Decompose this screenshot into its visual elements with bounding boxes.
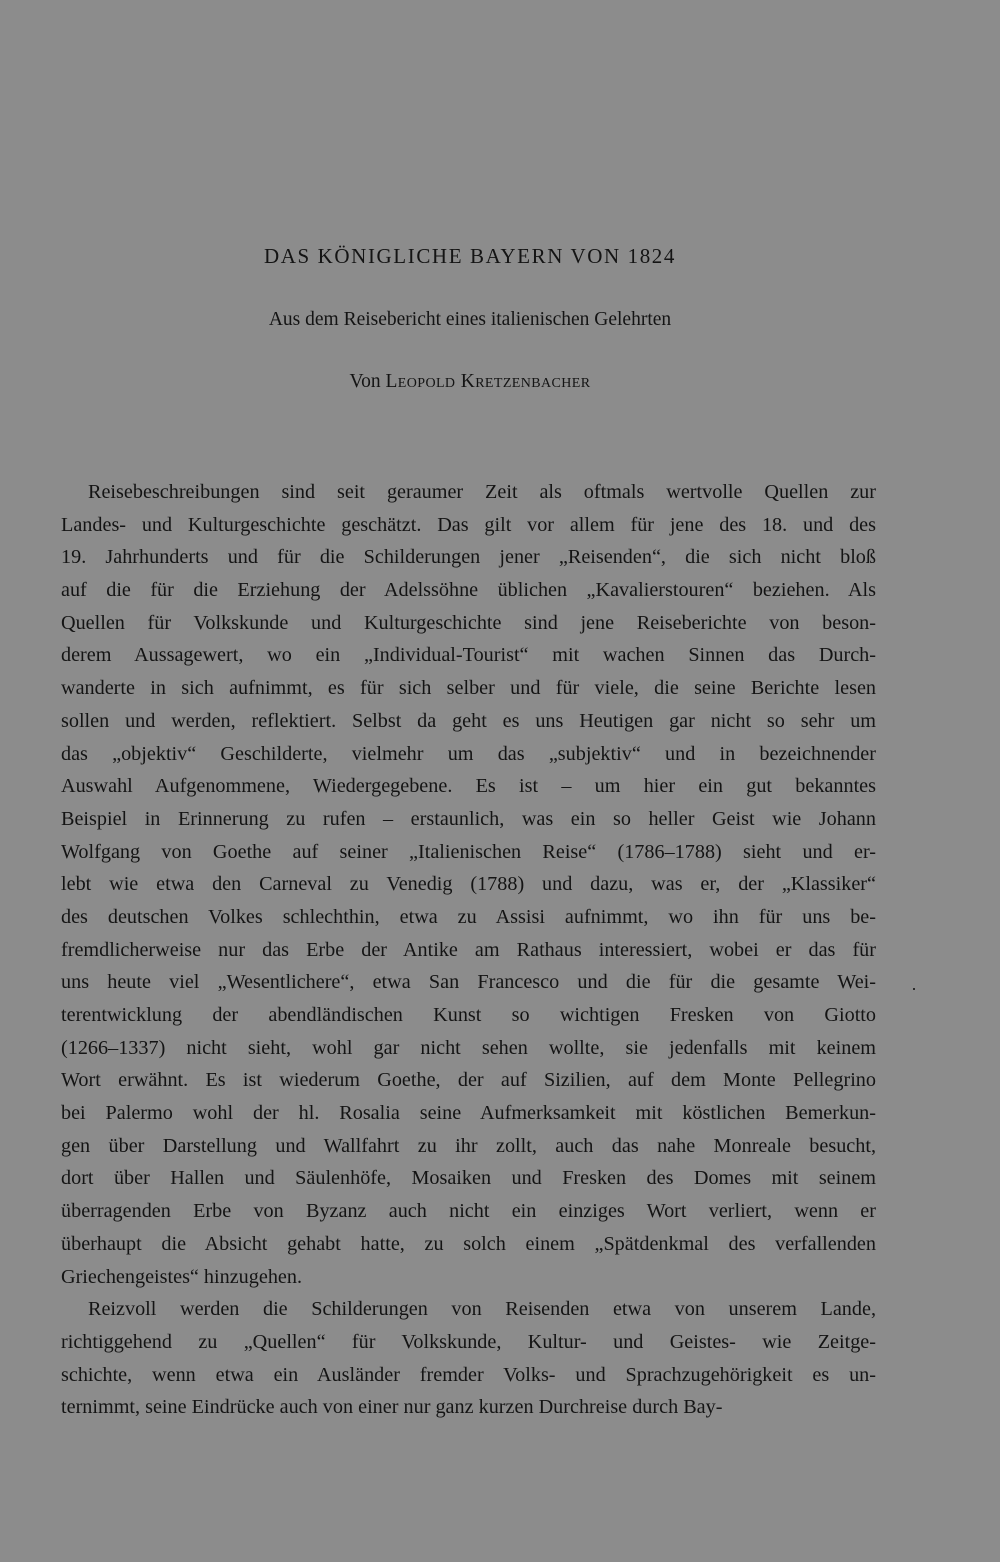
text-line: schichte, wenn etwa ein Ausländer fremder Volks- und Sprachzugehörigkeit es un- — [61, 1363, 876, 1386]
text-line: fremdlicherweise nur das Erbe der Antike am Rathaus interessiert, wobei er das für — [61, 938, 876, 961]
text-line: Wort erwähnt. Es ist wiederum Goethe, der auf Sizilien, auf dem Monte Pellegrino — [61, 1069, 876, 1092]
text-line: Landes- und Kulturgeschichte geschätzt. Das gilt vor allem für jene des 18. und des — [61, 513, 876, 536]
text-line: lebt wie etwa den Carneval zu Venedig (1788) und dazu, was er, der „Klassiker“ — [61, 873, 876, 896]
text-line: sollen und werden, reflektiert. Selbst da geht es uns Heutigen gar nicht so sehr um — [61, 709, 876, 732]
text-line: 19. Jahrhunderts und für die Schilderungen jener „Reisenden“, die sich nicht bloß — [61, 546, 876, 569]
text-line: überhaupt die Absicht gehabt hatte, zu solch einem „Spätdenkmal des verfallenden — [61, 1232, 876, 1255]
text-line: Griechengeistes“ hinzugehen. — [61, 1265, 303, 1288]
text-line: Reisebeschreibungen sind seit geraumer Zeit als oftmals wertvolle Quellen zur — [88, 481, 876, 503]
text-line: Auswahl Aufgenommene, Wiedergegebene. Es ist – um hier ein gut bekanntes — [61, 775, 876, 798]
text-line: uns heute viel „Wesentlichere“, etwa San Francesco und die für die gesamte Wei- — [61, 971, 876, 994]
scan-speck — [913, 988, 915, 990]
text-line: überragenden Erbe von Byzanz auch nicht ein einziges Wort verliert, wenn er — [61, 1200, 876, 1223]
text-line: Wolfgang von Goethe auf seiner „Italienischen Reise“ (1786–1788) sieht und er- — [61, 840, 876, 863]
article-byline — [0, 371, 940, 393]
text-line: derem Aussagewert, wo ein „Individual-Tourist“ mit wachen Sinnen das Durch- — [61, 644, 876, 667]
text-line: dort über Hallen und Säulenhöfe, Mosaiken und Fresken des Domes mit seinem — [61, 1167, 876, 1190]
text-line: richtiggehend zu „Quellen“ für Volkskunde, Kultur- und Geistes- wie Zeitge- — [61, 1330, 876, 1353]
text-line: (1266–1337) nicht sieht, wohl gar nicht sehen wollte, sie jedenfalls mit keinem — [61, 1036, 876, 1059]
text-line: terentwicklung der abendländischen Kunst so wichtigen Fresken von Giotto — [61, 1004, 876, 1026]
text-line: Reizvoll werden die Schilderungen von Reisenden etwa von unserem Lande, — [88, 1298, 876, 1321]
paragraph — [61, 476, 876, 1293]
article-title: DAS KÖNIGLICHE BAYERN VON 1824 — [263, 244, 676, 268]
text-line: das „objektiv“ Geschilderte, vielmehr um das „subjektiv“ und in bezeichnender — [61, 742, 876, 765]
text-line: ternimmt, seine Eindrücke auch von einer nur ganz kurzen Durchreise durch Bay- — [61, 1396, 723, 1419]
article-subtitle: Aus dem Reisebericht eines italienischen Gelehrten — [268, 309, 672, 330]
author-name: Leopold Kretzenbacher — [385, 371, 591, 392]
text-line: des deutschen Volkes schlechthin, etwa zu Assisi aufnimmt, wo ihn für uns be- — [61, 905, 876, 928]
text-line: Quellen für Volkskunde und Kulturgeschichte sind jene Reiseberichte von beson- — [61, 611, 876, 634]
text-line: gen über Darstellung und Wallfahrt zu ihr zollt, auch das nahe Monreale besucht, — [61, 1134, 876, 1157]
text-line: bei Palermo wohl der hl. Rosalia seine Aufmerksamkeit mit köstlichen Bemerkun- — [61, 1102, 876, 1125]
text-line: Beispiel in Erinnerung zu rufen – erstaunlich, was ein so heller Geist wie Johann — [61, 807, 876, 830]
byline-prefix: Von — [349, 371, 381, 392]
text-line: wanderte in sich aufnimmt, es für sich selber und für viele, die seine Berichte lesen — [61, 677, 876, 700]
body-text — [61, 476, 876, 1424]
paragraph — [61, 1293, 876, 1424]
text-line: auf die für die Erziehung der Adelssöhne üblichen „Kavalierstouren“ beziehen. Als — [61, 579, 876, 602]
